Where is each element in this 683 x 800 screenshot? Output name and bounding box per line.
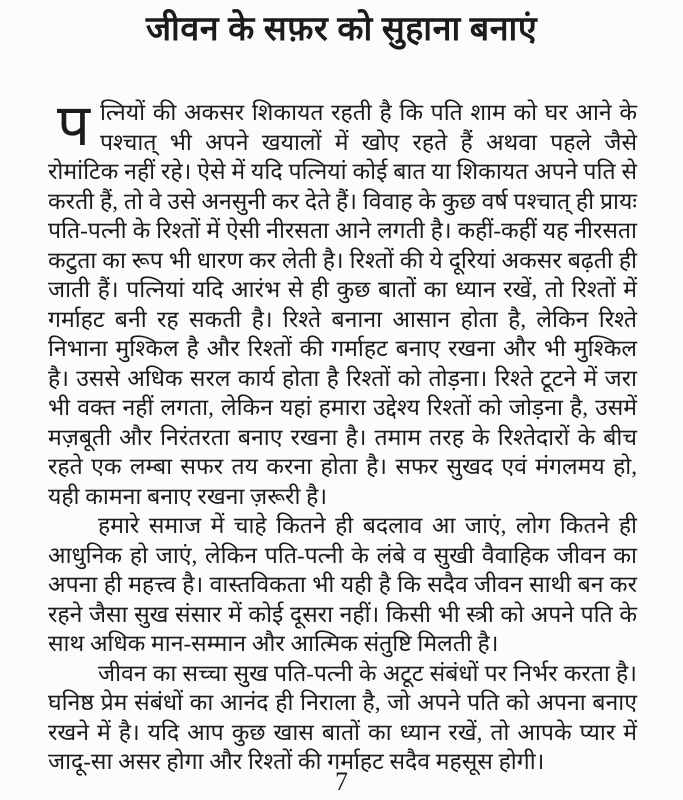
paragraph-1 xyxy=(48,93,637,511)
page-number: 7 xyxy=(335,767,348,796)
page-title: जीवन के सफ़र को सुहाना बनाएं xyxy=(145,11,538,48)
page-content xyxy=(48,93,637,777)
paragraph-2: हमारे समाज में चाहे कितने ही बदलाव आ जाएं, लोग कितने ही आधुनिक हो जाएं, लेकिन पति-पत्नी के लंबे व सुखी वैवाहिक जीवन का अपना ही महत्त्व है। वास्तविकता भी यही है कि सदैव जीवन साथी बन कर रहने जैसा सुख संसार में कोई दूसरा नहीं। किसी भी स्त्री को अपने पति के साथ अधिक मान-सम्मान और आत्मिक संतुष्टि मिलती है। xyxy=(48,513,637,656)
paragraph-3: जीवन का सच्चा सुख पति-पत्नी के अटूट संबंधों पर निर्भर करता है। घनिष्ठ प्रेम संबंधों का आनंद ही निराला है, जो अपने पति को अपना बनाए रखने में है। यदि आप कुछ खास बातों का ध्यान रखें, तो आपके प्यार में जादू-सा असर होगा और रिश्तों की गर्माहट सदैव महसूस होगी। xyxy=(48,660,637,774)
dropcap-letter: प xyxy=(57,93,90,158)
paragraph-1-text: त्नियों की अकसर शिकायत रहती है कि पति शाम को घर आने के पश्चात् भी अपने खयालों में खोए रहते हैं अथवा पहले जैसे रोमांटिक नहीं रहे। ऐसे में यदि पत्नियां कोई बात या शिकायत अपने पति से करती हैं, तो वे उसे अनसुनी कर देते हैं। विवाह के कुछ वर्ष पश्चात् ही प्रायः पति-पत्नी के रिश्तों में ऐसी नीरसता आने लगती है। कहीं-कहीं यह नीरसता कटुता का रूप भी धारण कर लेती है। रिश्तों की ये दूरियां अकसर बढ़ती ही जाती हैं। पत्नियां यदि आरंभ से ही कुछ बातों का ध्यान रखें, तो रिश्तों में गर्माहट बनी रह सकती है। रिश्ते बनाना आसान होता है, लेकिन रिश्ते निभाना मुश्किल है और रिश्तों की गर्माहट बनाए रखना और भी मुश्किल है। उससे अधिक सरल कार्य होता है रिश्तों को तोड़ना। रिश्ते टूटने में जरा भी वक्त नहीं लगता, लेकिन यहां हमारा उद्देश्य रिश्तों को जोड़ना है, उसमें मज़बूती और निरंतरता बनाए रखना है। तमाम तरह के रिश्तेदारों के बीच रहते एक लम्बा सफर तय करना होता है। सफर सुखद एवं मंगलमय हो, यही कामना बनाए रखना ज़रूरी है। xyxy=(48,100,637,509)
